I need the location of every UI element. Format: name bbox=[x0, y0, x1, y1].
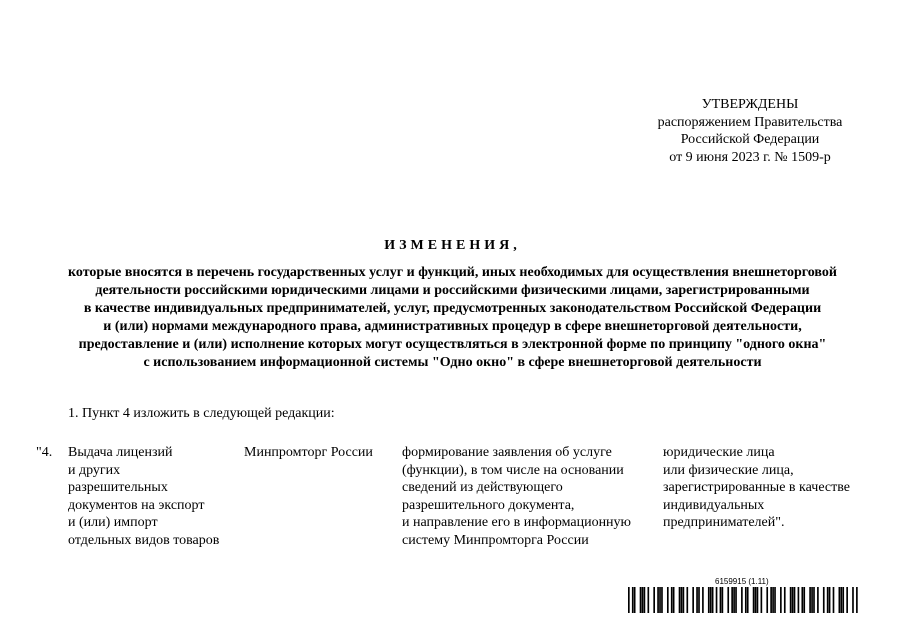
barcode-bar bbox=[741, 587, 743, 613]
recipients-line: предпринимателей". bbox=[663, 515, 785, 531]
document-subtitle bbox=[20, 264, 885, 372]
procedure-line: систему Минпромторга России bbox=[402, 532, 589, 548]
row-number-text: "4. bbox=[36, 445, 53, 460]
agency-column bbox=[244, 444, 373, 462]
recipients-column bbox=[663, 444, 850, 532]
barcode-bar bbox=[829, 587, 831, 613]
barcode-bar bbox=[827, 587, 829, 613]
barcode-bar bbox=[716, 587, 718, 613]
barcode-bar bbox=[653, 587, 655, 613]
recipients-line: юридические лица bbox=[663, 445, 775, 460]
service-column bbox=[68, 444, 219, 550]
service-line: отдельных видов товаров bbox=[68, 532, 220, 548]
barcode-bar bbox=[856, 587, 858, 613]
barcode-bar bbox=[661, 587, 663, 613]
subtitle-line: которые вносятся в перечень государственных услуг и функций, иных необходимых для осуществления внешнеторговой bbox=[68, 265, 837, 280]
barcode-bar bbox=[745, 587, 747, 613]
barcode-bar bbox=[772, 587, 774, 613]
barcode-bar bbox=[642, 587, 644, 613]
item-instruction: 1. Пункт 4 изложить в следующей редакции: bbox=[68, 406, 335, 421]
barcode-bar bbox=[747, 587, 749, 613]
barcode-bar bbox=[712, 587, 714, 613]
recipients-line: индивидуальных bbox=[663, 497, 765, 513]
service-line: документов на экспорт bbox=[68, 497, 205, 513]
barcode-bar bbox=[679, 587, 681, 613]
subtitle-line: предоставление и (или) исполнение которых могут осуществляться в электронной форме по принципу "одного окна" bbox=[78, 337, 827, 352]
barcode-bar bbox=[671, 587, 673, 613]
barcode-bar bbox=[823, 587, 825, 613]
barcode-bar bbox=[686, 587, 688, 613]
barcode-bar bbox=[634, 587, 636, 613]
barcode-bar bbox=[628, 587, 630, 613]
recipients-line: или физические лица, bbox=[663, 462, 794, 478]
barcode-bar bbox=[839, 587, 841, 613]
barcode-bar bbox=[659, 587, 661, 613]
barcode-bar bbox=[798, 587, 800, 613]
procedure-line: (функции), в том числе на основании bbox=[402, 462, 624, 478]
service-line: разрешительных bbox=[68, 480, 168, 496]
procedure-line: и направление его в информационную bbox=[402, 515, 632, 531]
document-code: 6159915 (1.11) bbox=[715, 577, 769, 586]
barcode-bar bbox=[790, 587, 792, 613]
barcode-bar bbox=[667, 587, 669, 613]
approval-block bbox=[600, 96, 900, 166]
barcode bbox=[628, 587, 858, 613]
barcode-bar bbox=[755, 587, 757, 613]
row-number bbox=[36, 444, 52, 462]
barcode-bar bbox=[722, 587, 724, 613]
barcode-bar bbox=[681, 587, 683, 613]
barcode-bar bbox=[702, 587, 704, 613]
recipients-line: зарегистрированные в качестве bbox=[663, 480, 850, 496]
barcode-bar bbox=[632, 587, 634, 613]
barcode-bar bbox=[673, 587, 675, 613]
agency-text: Минпромторг России bbox=[244, 445, 373, 460]
barcode-bar bbox=[720, 587, 722, 613]
barcode-bar bbox=[727, 587, 729, 613]
barcode-bar bbox=[708, 587, 710, 613]
barcode-bar bbox=[696, 587, 698, 613]
subtitle-line: деятельности российскими юридическими лицами и российскими физическими лицами, зарегистрированными bbox=[95, 283, 810, 298]
document-title: ИЗМЕНЕНИЯ, bbox=[384, 238, 521, 253]
barcode-bar bbox=[698, 587, 700, 613]
approval-date: от 9 июня 2023 г. № 1509-р bbox=[669, 149, 831, 165]
approval-line: Российской Федерации bbox=[680, 132, 820, 147]
barcode-bar bbox=[761, 587, 763, 613]
procedure-line: формирование заявления об услуге bbox=[402, 445, 612, 460]
barcode-bar bbox=[757, 587, 759, 613]
barcode-bar bbox=[833, 587, 835, 613]
barcode-bar bbox=[792, 587, 794, 613]
barcode-bar bbox=[774, 587, 776, 613]
barcode-bar bbox=[794, 587, 796, 613]
approval-heading: УТВЕРЖДЕНЫ bbox=[701, 97, 799, 112]
barcode-bar bbox=[710, 587, 712, 613]
procedure-column bbox=[402, 444, 631, 550]
subtitle-line: и (или) нормами международного права, административных процедур в сфере внешнеторговой деятельности, bbox=[103, 319, 802, 334]
procedure-line: сведений из действующего bbox=[402, 480, 563, 496]
procedure-line: разрешительного документа, bbox=[402, 497, 575, 513]
barcode-bar bbox=[840, 587, 842, 613]
barcode-bar bbox=[811, 587, 813, 613]
barcode-bar bbox=[801, 587, 803, 613]
service-line: Выдача лицензий bbox=[68, 445, 173, 460]
barcode-bar bbox=[640, 587, 642, 613]
barcode-bar bbox=[846, 587, 848, 613]
subtitle-line: в качестве индивидуальных предпринимателей, услуг, предусмотренных законодательством Российской Федерации bbox=[83, 301, 822, 316]
barcode-bar bbox=[813, 587, 815, 613]
barcode-bar bbox=[770, 587, 772, 613]
barcode-bar bbox=[647, 587, 649, 613]
service-line: и (или) импорт bbox=[68, 515, 158, 531]
barcode-bar bbox=[683, 587, 685, 613]
barcode-bar bbox=[803, 587, 805, 613]
barcode-bar bbox=[817, 587, 819, 613]
barcode-bar bbox=[692, 587, 694, 613]
barcode-bar bbox=[731, 587, 733, 613]
barcode-bar bbox=[753, 587, 755, 613]
barcode-bar bbox=[735, 587, 737, 613]
barcode-bar bbox=[784, 587, 786, 613]
barcode-bar bbox=[780, 587, 782, 613]
approval-line: распоряжением Правительства bbox=[657, 114, 843, 130]
service-line: и других bbox=[68, 462, 121, 478]
barcode-bar bbox=[733, 587, 735, 613]
subtitle-line: с использованием информационной системы "Одно окно" в сфере внешнеторговой деятельности bbox=[143, 355, 762, 370]
barcode-bar bbox=[657, 587, 659, 613]
barcode-bar bbox=[644, 587, 646, 613]
barcode-bar bbox=[852, 587, 854, 613]
barcode-bar bbox=[842, 587, 844, 613]
barcode-bar bbox=[809, 587, 811, 613]
barcode-bar bbox=[766, 587, 768, 613]
